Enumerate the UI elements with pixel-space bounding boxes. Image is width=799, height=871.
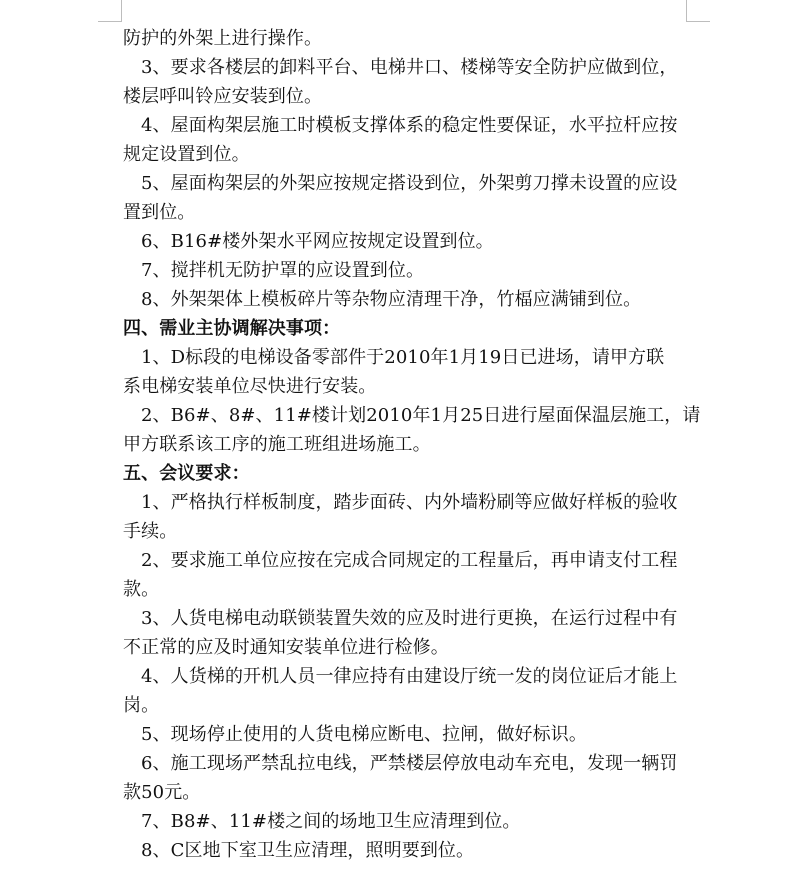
text-line: 规定设置到位。 <box>123 144 250 165</box>
text-line: 手续。 <box>123 521 178 542</box>
text-line: 6、B16#楼外架水平网应按规定设置到位。 <box>141 231 494 252</box>
text-line: 5、屋面构架层的外架应按规定搭设到位，外架剪刀撑未设置的应设 <box>141 173 678 194</box>
text-line: 甲方联系该工序的施工班组进场施工。 <box>123 434 431 455</box>
text-line: 6、施工现场严禁乱拉电线，严禁楼层停放电动车充电，发现一辆罚 <box>141 753 678 774</box>
text-line: 2、B6#、8#、11#楼计划2010年1月25日进行屋面保温层施工，请 <box>141 405 701 426</box>
text-line: 8、外架架体上模板碎片等杂物应清理干净，竹楅应满铺到位。 <box>141 289 642 310</box>
text-line: 楼层呼叫铃应安装到位。 <box>123 86 323 107</box>
text-line: 1、D标段的电梯设备零部件于2010年1月19日已进场，请甲方联 <box>141 347 665 368</box>
crop-mark-top-left-vertical <box>121 0 122 22</box>
crop-mark-top-left-horizontal <box>98 21 122 22</box>
text-line: 3、要求各楼层的卸料平台、电梯井口、楼梯等安全防护应做到位， <box>141 57 678 78</box>
text-line: 4、屋面构架层施工时模板支撑体系的稳定性要保证，水平拉杆应按 <box>141 115 678 136</box>
section-heading: 五、会议要求： <box>123 463 250 484</box>
text-line: 1、严格执行样板制度，踏步面砖、内外墙粉刷等应做好样板的验收 <box>141 492 678 513</box>
crop-mark-top-right-vertical <box>686 0 687 22</box>
text-line: 4、人货梯的开机人员一律应持有由建设厅统一发的岗位证后才能上 <box>141 666 678 687</box>
crop-mark-top-right-horizontal <box>686 21 710 22</box>
document-body <box>123 24 701 865</box>
text-line: 款。 <box>123 579 160 600</box>
text-line: 5、现场停止使用的人货电梯应断电、拉闸，做好标识。 <box>141 724 587 745</box>
section-heading: 四、需业主协调解决事项： <box>123 318 341 339</box>
text-line: 岗。 <box>123 695 160 716</box>
text-line: 系电梯安装单位尽快进行安装。 <box>123 376 377 397</box>
text-line: 防护的外架上进行操作。 <box>123 28 323 49</box>
text-line: 款50元。 <box>123 782 201 803</box>
text-line: 7、搅拌机无防护罩的应设置到位。 <box>141 260 425 281</box>
text-line: 2、要求施工单位应按在完成合同规定的工程量后，再申请支付工程 <box>141 550 678 571</box>
text-line: 不正常的应及时通知安装单位进行检修。 <box>123 637 449 658</box>
text-line: 7、B8#、11#楼之间的场地卫生应清理到位。 <box>141 811 521 832</box>
text-line: 8、C区地下室卫生应清理，照明要到位。 <box>141 840 475 861</box>
text-line: 3、人货电梯电动联锁装置失效的应及时进行更换，在运行过程中有 <box>141 608 678 629</box>
text-line: 置到位。 <box>123 202 196 223</box>
